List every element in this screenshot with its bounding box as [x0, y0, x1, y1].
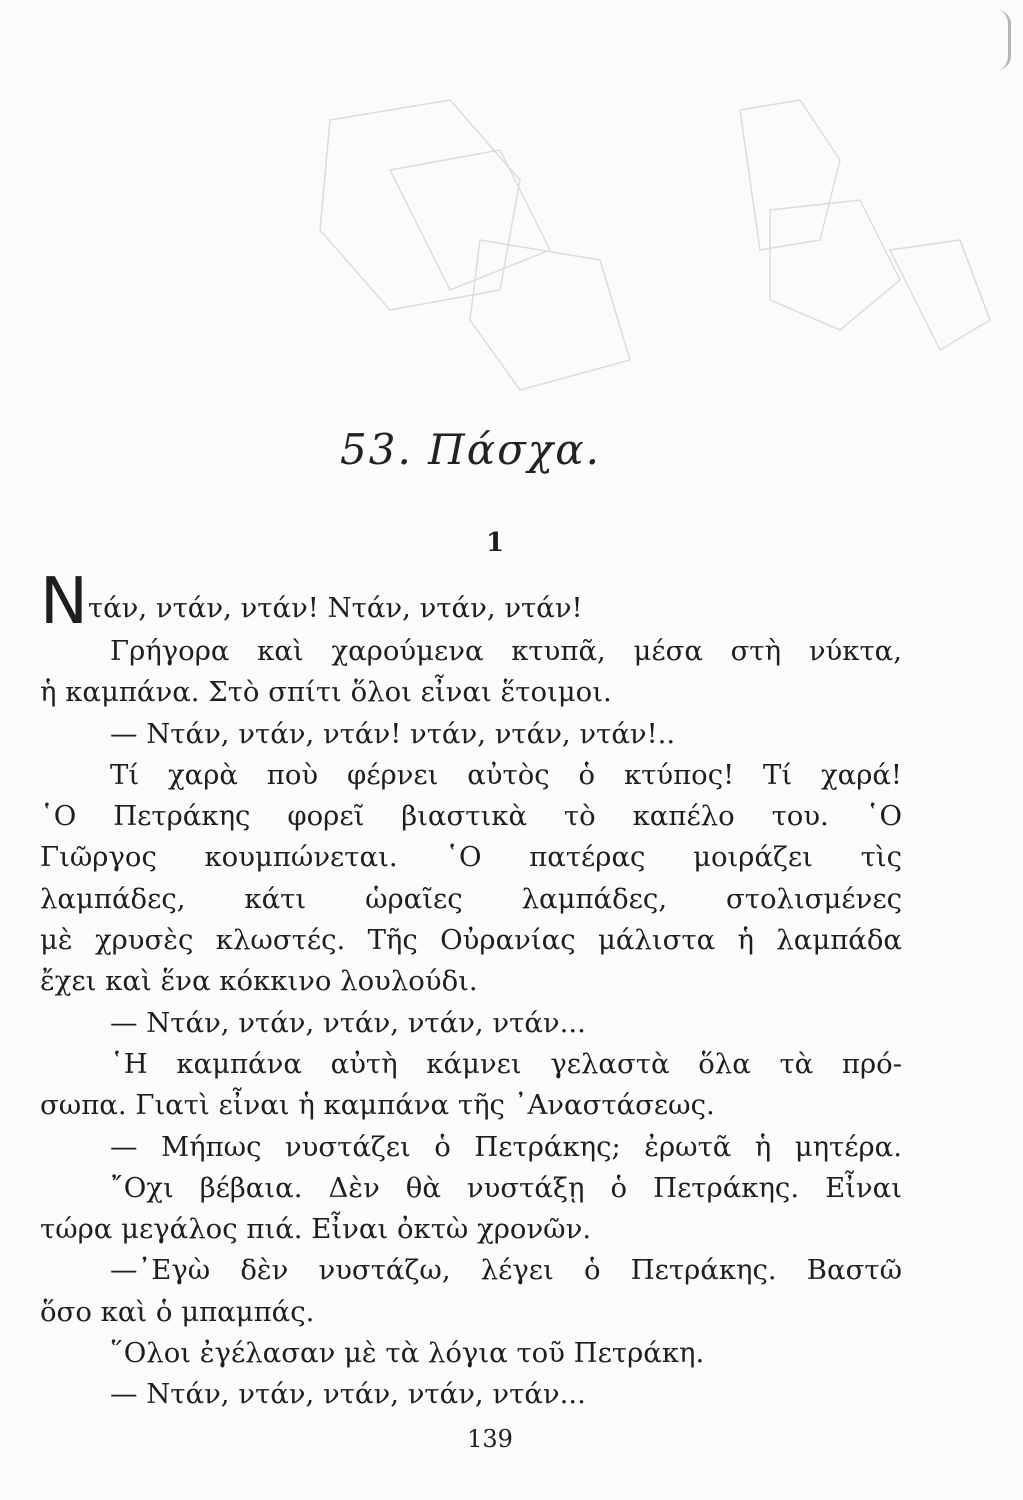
text-line: —᾿Εγὼ δὲν νυστάζω, λέγει ὁ Πετράκης. Βαστῶ	[110, 1254, 902, 1287]
chapter-title: 53. Πάσχα.	[340, 425, 601, 474]
text-line: — Ντάν, ντάν, ντάν, ντάν, ντάν...	[110, 1378, 586, 1411]
first-line	[40, 565, 902, 639]
text-line: — Μήπως νυστάζει ὁ Πετράκης; ἐρωτᾶ ἡ μητέρα.	[110, 1130, 902, 1163]
text-line: ἔχει καὶ ἕνα κόκκινο λουλούδι.	[40, 965, 478, 998]
text-line: Γρήγορα καὶ χαρούμενα κτυπᾶ, μέσα στὴ νύκτα,	[110, 635, 902, 667]
text-line: τώρα μεγάλος πιά. Εἶναι ὀκτὼ χρονῶν.	[40, 1213, 592, 1246]
first-line-text: τάν, ντάν, ντάν! Ντάν, ντάν, ντάν!	[87, 591, 583, 624]
text-line: Τί χαρὰ ποὺ φέρνει αὐτὸς ὁ κτύπος! Τί χαρά!	[110, 758, 902, 791]
text-line: ῎Οχι βέβαια. Δὲν θὰ νυστάξῃ ὁ Πετράκης. Εἶναι	[110, 1171, 902, 1204]
text-line: Γιῶργος κουμπώνεται. ῾Ο πατέρας μοιράζει τὶς	[40, 841, 902, 874]
paragraph-lines	[40, 631, 902, 1416]
section-number: 1	[485, 528, 505, 558]
text-line: ὅσο καὶ ὁ μπαμπάς.	[40, 1295, 315, 1328]
text-line: μὲ χρυσὲς κλωστές. Τῆς Οὐρανίας μάλιστα ἡ λαμπάδα	[40, 924, 902, 957]
text-line: ῾Ο Πετράκης φορεῖ βιαστικὰ τὸ καπέλο του. ῾Ο	[40, 800, 902, 833]
drop-cap: Ν	[40, 565, 86, 639]
text-line: ἡ καμπάνα. Στὸ σπίτι ὅλοι εἶναι ἕτοιμοι.	[40, 676, 612, 709]
page-number: 139	[467, 1425, 513, 1453]
text-line: ῾Η καμπάνα αὐτὴ κάμνει γελαστὰ ὅλα τὰ πρό-	[110, 1047, 902, 1080]
text-line: — Ντάν, ντάν, ντάν, ντάν, ντάν...	[110, 1006, 586, 1039]
text-line: σωπα. Γιατὶ εἶναι ἡ καμπάνα τῆς ᾿Αναστάσεως.	[40, 1089, 715, 1122]
text-line: — Ντάν, ντάν, ντάν! ντάν, ντάν, ντάν!..	[110, 717, 676, 750]
text-line: ῞Ολοι ἐγέλασαν μὲ τὰ λόγια τοῦ Πετράκη.	[110, 1337, 705, 1370]
pencil-sketch-bleedthrough	[300, 90, 1000, 420]
text-line: λαμπάδες, κάτι ὡραῖες λαμπάδες, στολισμένες	[40, 882, 902, 915]
corner-mark	[984, 10, 1011, 70]
body-text	[40, 565, 902, 1416]
